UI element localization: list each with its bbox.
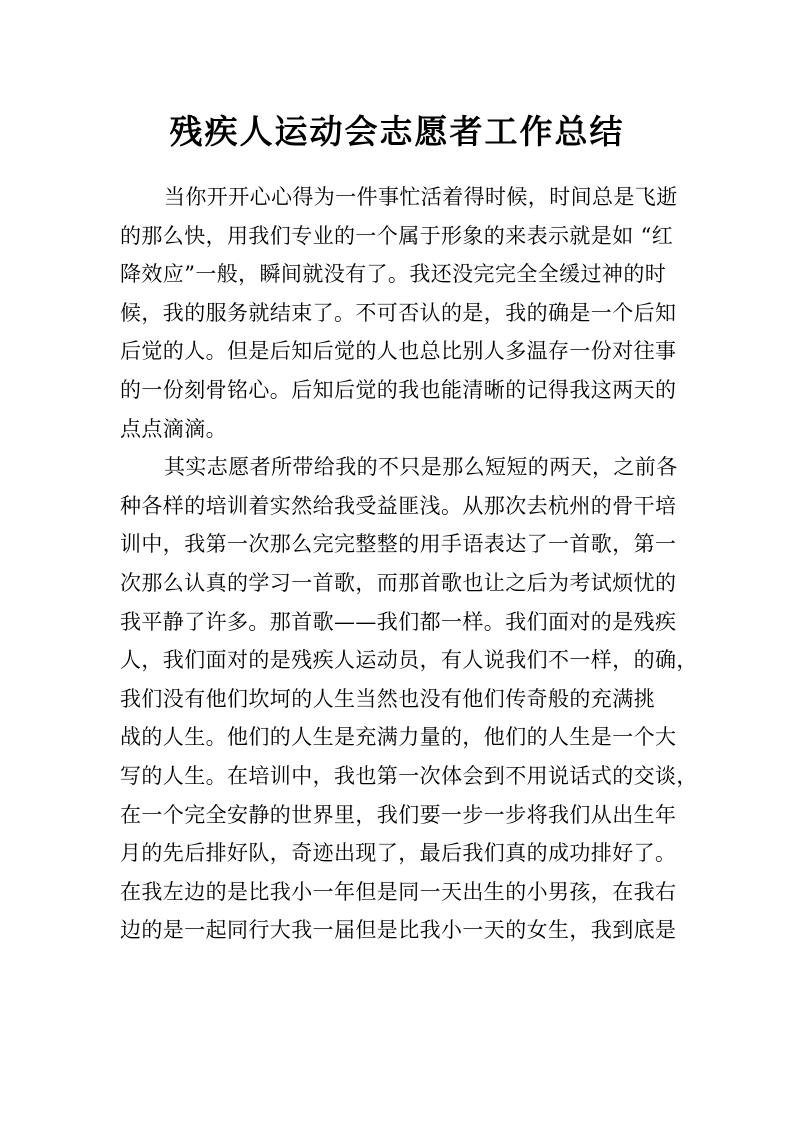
paragraph-line: 战的人生。他们的人生是充满力量的，他们的人生是一个大 — [120, 725, 677, 750]
paragraph-line: 人，我们面对的是残疾人运动员，有人说我们不一样，的确， — [120, 648, 698, 673]
paragraph-1 — [120, 178, 680, 448]
paragraph-line: 点点滴滴。 — [120, 416, 227, 441]
paragraph-line: 种各样的培训着实然给我受益匪浅。从那次去杭州的骨干培 — [120, 493, 677, 518]
paragraph-line: 后觉的人。但是后知后觉的人也总比别人多温存一份对往事 — [120, 339, 677, 364]
paragraph-line — [120, 950, 680, 989]
paragraph-line: 月的先后排好队，奇迹出现了，最后我们真的成功排好了。 — [120, 841, 677, 866]
document-body — [120, 178, 698, 988]
paragraph-line: 降效应”一般，瞬间就没有了。我还没完完全全缓过神的时 — [120, 262, 667, 287]
paragraph-line: 的那么快，用我们专业的一个属于形象的来表示就是如 “红 — [120, 223, 674, 248]
paragraph-line: 边的是一起同行大我一届但是比我小一天的女生，我到底是 — [120, 918, 677, 943]
paragraph-line: 训中，我第一次那么完完整整的用手语表达了一首歌，第一 — [120, 532, 677, 557]
paragraph-line: 当你开开心心得为一件事忙活着得时候，时间总是飞逝 — [164, 185, 678, 209]
paragraph-line: 次那么认真的学习一首歌，而那首歌也让之后为考试烦忧的 — [120, 570, 677, 595]
paragraph-2 — [120, 448, 698, 988]
paragraph-line: 其实志愿者所带给我的不只是那么短短的两天，之前各 — [164, 455, 678, 480]
paragraph-line: 在一个完全安静的世界里，我们要一步一步将我们从出生年 — [120, 802, 677, 827]
paragraph-line: 的一份刻骨铭心。后知后觉的我也能清晰的记得我这两天的 — [120, 377, 677, 402]
paragraph-line: 在我左边的是比我小一年但是同一天出生的小男孩，在我右 — [120, 879, 677, 904]
document-title: 残疾人运动会志愿者工作总结 — [169, 112, 625, 151]
paragraph-line: 候，我的服务就结束了。不可否认的是，我的确是一个后知 — [120, 300, 677, 325]
paragraph-line: 写的人生。在培训中，我也第一次体会到不用说话式的交谈， — [120, 763, 698, 788]
paragraph-line: 我们没有他们坎坷的人生当然也没有他们传奇般的充满挑 — [120, 686, 655, 711]
paragraph-line: 我平静了许多。那首歌——我们都一样。我们面对的是残疾 — [120, 609, 677, 634]
